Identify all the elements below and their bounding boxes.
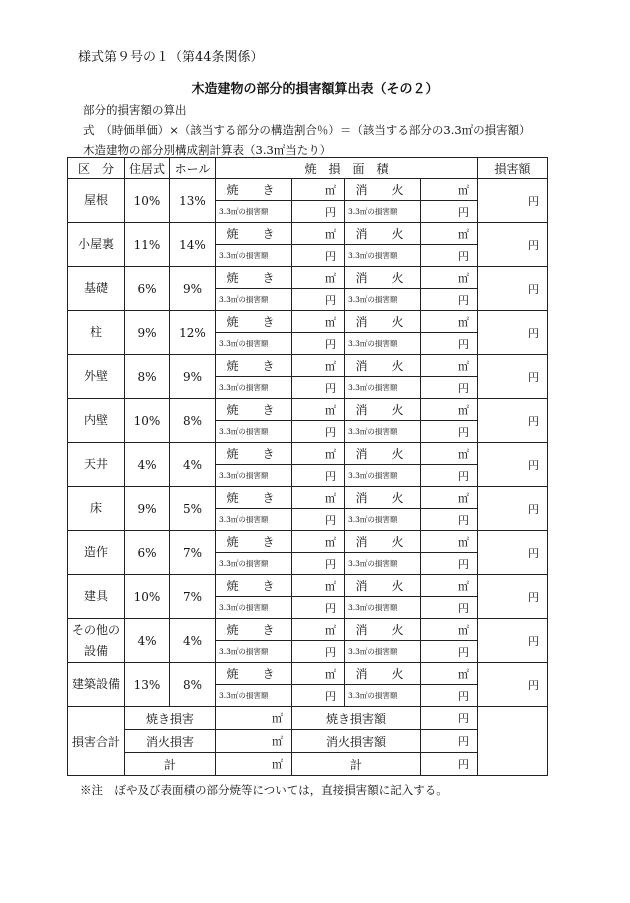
total-area-label: 計	[125, 753, 216, 776]
part-hall-ratio: 12%	[170, 311, 216, 355]
table-row	[68, 575, 548, 597]
burn-damage-per-33-label: 3.3㎡の損害額	[216, 465, 292, 487]
header-residential: 住居式	[125, 158, 170, 179]
part-hall-ratio: 4%	[170, 619, 216, 663]
burn-area-field[interactable]: ㎡	[292, 443, 345, 465]
burn-damage-per-33-label: 3.3㎡の損害額	[216, 597, 292, 619]
part-damage-field[interactable]: 円	[478, 575, 548, 619]
burn-damage-per-33-label: 3.3㎡の損害額	[216, 685, 292, 707]
fire-damage-per-33-field[interactable]: 円	[421, 377, 478, 399]
table-row	[68, 179, 548, 201]
form-number: 様式第９号の１（第44条関係）	[78, 50, 264, 65]
part-hall-ratio: 7%	[170, 575, 216, 619]
fire-label: 消 火	[345, 531, 421, 553]
fire-damage-per-33-field[interactable]: 円	[421, 553, 478, 575]
fire-damage-per-33-label: 3.3㎡の損害額	[345, 641, 421, 663]
table-row	[68, 619, 548, 641]
burn-damage-per-33-label: 3.3㎡の損害額	[216, 289, 292, 311]
total-area-field[interactable]: ㎡	[216, 707, 292, 730]
table-header-row	[68, 158, 548, 179]
burn-area-field[interactable]: ㎡	[292, 223, 345, 245]
part-residential-ratio: 8%	[125, 355, 170, 399]
burn-label: 焼 き	[216, 443, 292, 465]
table-row	[68, 223, 548, 245]
header-burned-area: 焼 損 面 積	[216, 158, 478, 179]
fire-label: 消 火	[345, 487, 421, 509]
burn-damage-per-33-label: 3.3㎡の損害額	[216, 201, 292, 223]
part-damage-field[interactable]: 円	[478, 179, 548, 223]
burn-area-field[interactable]: ㎡	[292, 179, 345, 201]
fire-damage-per-33-field[interactable]: 円	[421, 685, 478, 707]
header-hall: ホール	[170, 158, 216, 179]
total-row	[68, 753, 548, 776]
burn-label: 焼 き	[216, 399, 292, 421]
burn-damage-per-33-label: 3.3㎡の損害額	[216, 641, 292, 663]
fire-damage-per-33-field[interactable]: 円	[421, 421, 478, 443]
footnote: ※注 ぼや及び表面積の部分焼等については，直接損害額に記入する。	[80, 783, 448, 797]
part-name: 天井	[68, 443, 125, 487]
part-damage-field[interactable]: 円	[478, 355, 548, 399]
formula-text: 式 （時価単価）×（該当する部分の構造割合％）＝（該当する部分の3.3㎡の損害額）	[83, 123, 531, 137]
total-area-field[interactable]: ㎡	[216, 753, 292, 776]
fire-damage-per-33-field[interactable]: 円	[421, 333, 478, 355]
part-name: 建築設備	[68, 663, 125, 707]
part-hall-ratio: 8%	[170, 399, 216, 443]
part-damage-field[interactable]: 円	[478, 663, 548, 707]
burn-damage-per-33-field[interactable]: 円	[292, 553, 345, 575]
part-name: 柱	[68, 311, 125, 355]
fire-damage-per-33-label: 3.3㎡の損害額	[345, 377, 421, 399]
fire-area-field[interactable]: ㎡	[421, 355, 478, 377]
fire-label: 消 火	[345, 311, 421, 333]
fire-area-field[interactable]: ㎡	[421, 267, 478, 289]
total-area-label: 消火損害	[125, 730, 216, 753]
burn-damage-per-33-field[interactable]: 円	[292, 377, 345, 399]
fire-area-field[interactable]: ㎡	[421, 619, 478, 641]
part-residential-ratio: 9%	[125, 311, 170, 355]
part-hall-ratio: 9%	[170, 267, 216, 311]
burn-damage-per-33-field[interactable]: 円	[292, 509, 345, 531]
fire-area-field[interactable]: ㎡	[421, 531, 478, 553]
burn-label: 焼 き	[216, 531, 292, 553]
part-name: 小屋裏	[68, 223, 125, 267]
part-hall-ratio: 14%	[170, 223, 216, 267]
table-row	[68, 355, 548, 377]
header-damage: 損害額	[478, 158, 548, 179]
fire-damage-per-33-label: 3.3㎡の損害額	[345, 421, 421, 443]
total-amount-field[interactable]: 円	[421, 707, 478, 730]
part-residential-ratio: 6%	[125, 267, 170, 311]
burn-area-field[interactable]: ㎡	[292, 619, 345, 641]
page-title: 木造建物の部分的損害額算出表（その２）	[191, 82, 439, 97]
total-area-label: 焼き損害	[125, 707, 216, 730]
burn-area-field[interactable]: ㎡	[292, 267, 345, 289]
burn-damage-per-33-field[interactable]: 円	[292, 289, 345, 311]
fire-label: 消 火	[345, 355, 421, 377]
burn-area-field[interactable]: ㎡	[292, 487, 345, 509]
fire-damage-per-33-field[interactable]: 円	[421, 641, 478, 663]
ratio-table	[67, 157, 548, 776]
total-amount-label: 消火損害額	[292, 730, 421, 753]
burn-damage-per-33-label: 3.3㎡の損害額	[216, 245, 292, 267]
fire-damage-per-33-label: 3.3㎡の損害額	[345, 465, 421, 487]
fire-damage-per-33-field[interactable]: 円	[421, 289, 478, 311]
table-row	[68, 443, 548, 465]
burn-damage-per-33-label: 3.3㎡の損害額	[216, 553, 292, 575]
fire-damage-per-33-label: 3.3㎡の損害額	[345, 289, 421, 311]
part-name: 屋根	[68, 179, 125, 223]
fire-damage-per-33-label: 3.3㎡の損害額	[345, 201, 421, 223]
burn-area-field[interactable]: ㎡	[292, 355, 345, 377]
part-residential-ratio: 4%	[125, 619, 170, 663]
fire-label: 消 火	[345, 663, 421, 685]
part-residential-ratio: 6%	[125, 531, 170, 575]
burn-damage-per-33-field[interactable]: 円	[292, 465, 345, 487]
fire-damage-per-33-label: 3.3㎡の損害額	[345, 245, 421, 267]
burn-damage-per-33-label: 3.3㎡の損害額	[216, 421, 292, 443]
burn-damage-per-33-field[interactable]: 円	[292, 641, 345, 663]
part-name: 内壁	[68, 399, 125, 443]
total-amount-field[interactable]: 円	[421, 753, 478, 776]
fire-label: 消 火	[345, 223, 421, 245]
part-hall-ratio: 13%	[170, 179, 216, 223]
part-residential-ratio: 10%	[125, 179, 170, 223]
part-name: その他の 設備	[68, 619, 125, 663]
part-damage-field[interactable]: 円	[478, 531, 548, 575]
burn-label: 焼 き	[216, 179, 292, 201]
fire-label: 消 火	[345, 399, 421, 421]
burn-area-field[interactable]: ㎡	[292, 663, 345, 685]
ratio-table-heading: 木造建物の部分別構成割計算表（3.3㎡当たり）	[83, 143, 332, 157]
burn-label: 焼 き	[216, 223, 292, 245]
fire-area-field[interactable]: ㎡	[421, 575, 478, 597]
part-residential-ratio: 9%	[125, 487, 170, 531]
fire-label: 消 火	[345, 619, 421, 641]
fire-damage-per-33-label: 3.3㎡の損害額	[345, 685, 421, 707]
fire-label: 消 火	[345, 179, 421, 201]
burn-area-field[interactable]: ㎡	[292, 531, 345, 553]
part-name: 建具	[68, 575, 125, 619]
burn-label: 焼 き	[216, 267, 292, 289]
part-residential-ratio: 10%	[125, 575, 170, 619]
burn-damage-per-33-field[interactable]: 円	[292, 597, 345, 619]
total-label: 損害合計	[68, 707, 125, 776]
part-name: 造作	[68, 531, 125, 575]
burn-label: 焼 き	[216, 355, 292, 377]
part-damage-field[interactable]: 円	[478, 399, 548, 443]
total-amount-field[interactable]: 円	[421, 730, 478, 753]
table-row	[68, 399, 548, 421]
total-blank-cell	[478, 707, 548, 776]
part-hall-ratio: 4%	[170, 443, 216, 487]
fire-damage-per-33-field[interactable]: 円	[421, 201, 478, 223]
burn-area-field[interactable]: ㎡	[292, 311, 345, 333]
table-row	[68, 531, 548, 553]
burn-damage-per-33-field[interactable]: 円	[292, 333, 345, 355]
fire-area-field[interactable]: ㎡	[421, 311, 478, 333]
table-row	[68, 267, 548, 289]
part-residential-ratio: 11%	[125, 223, 170, 267]
part-hall-ratio: 8%	[170, 663, 216, 707]
burn-label: 焼 き	[216, 311, 292, 333]
table-row	[68, 311, 548, 333]
fire-damage-per-33-field[interactable]: 円	[421, 509, 478, 531]
burn-label: 焼 き	[216, 575, 292, 597]
fire-label: 消 火	[345, 267, 421, 289]
fire-damage-per-33-label: 3.3㎡の損害額	[345, 597, 421, 619]
part-damage-field[interactable]: 円	[478, 267, 548, 311]
total-area-field[interactable]: ㎡	[216, 730, 292, 753]
part-damage-field[interactable]: 円	[478, 311, 548, 355]
part-name: 基礎	[68, 267, 125, 311]
burn-area-field[interactable]: ㎡	[292, 399, 345, 421]
fire-label: 消 火	[345, 443, 421, 465]
part-damage-field[interactable]: 円	[478, 487, 548, 531]
burn-damage-per-33-label: 3.3㎡の損害額	[216, 333, 292, 355]
part-residential-ratio: 13%	[125, 663, 170, 707]
fire-area-field[interactable]: ㎡	[421, 487, 478, 509]
fire-damage-per-33-label: 3.3㎡の損害額	[345, 509, 421, 531]
burn-label: 焼 き	[216, 619, 292, 641]
burn-area-field[interactable]: ㎡	[292, 575, 345, 597]
total-amount-label: 焼き損害額	[292, 707, 421, 730]
fire-damage-per-33-label: 3.3㎡の損害額	[345, 553, 421, 575]
part-residential-ratio: 4%	[125, 443, 170, 487]
calc-heading: 部分的損害額の算出	[83, 103, 187, 117]
burn-label: 焼 き	[216, 663, 292, 685]
part-damage-field[interactable]: 円	[478, 443, 548, 487]
part-name: 外壁	[68, 355, 125, 399]
part-residential-ratio: 10%	[125, 399, 170, 443]
fire-area-field[interactable]: ㎡	[421, 179, 478, 201]
burn-damage-per-33-field[interactable]: 円	[292, 245, 345, 267]
part-hall-ratio: 7%	[170, 531, 216, 575]
total-amount-label: 計	[292, 753, 421, 776]
part-hall-ratio: 9%	[170, 355, 216, 399]
fire-damage-per-33-label: 3.3㎡の損害額	[345, 333, 421, 355]
total-row	[68, 730, 548, 753]
table-row	[68, 487, 548, 509]
burn-damage-per-33-label: 3.3㎡の損害額	[216, 509, 292, 531]
burn-damage-per-33-label: 3.3㎡の損害額	[216, 377, 292, 399]
part-hall-ratio: 5%	[170, 487, 216, 531]
burn-damage-per-33-field[interactable]: 円	[292, 421, 345, 443]
fire-damage-per-33-field[interactable]: 円	[421, 597, 478, 619]
total-row	[68, 707, 548, 730]
burn-label: 焼 き	[216, 487, 292, 509]
part-damage-field[interactable]: 円	[478, 619, 548, 663]
part-damage-field[interactable]: 円	[478, 223, 548, 267]
part-name: 床	[68, 487, 125, 531]
fire-label: 消 火	[345, 575, 421, 597]
fire-area-field[interactable]: ㎡	[421, 399, 478, 421]
fire-damage-per-33-field[interactable]: 円	[421, 465, 478, 487]
fire-damage-per-33-field[interactable]: 円	[421, 245, 478, 267]
burn-damage-per-33-field[interactable]: 円	[292, 685, 345, 707]
burn-damage-per-33-field[interactable]: 円	[292, 201, 345, 223]
header-category: 区 分	[68, 158, 125, 179]
fire-area-field[interactable]: ㎡	[421, 443, 478, 465]
table-row	[68, 663, 548, 685]
fire-area-field[interactable]: ㎡	[421, 663, 478, 685]
fire-area-field[interactable]: ㎡	[421, 223, 478, 245]
